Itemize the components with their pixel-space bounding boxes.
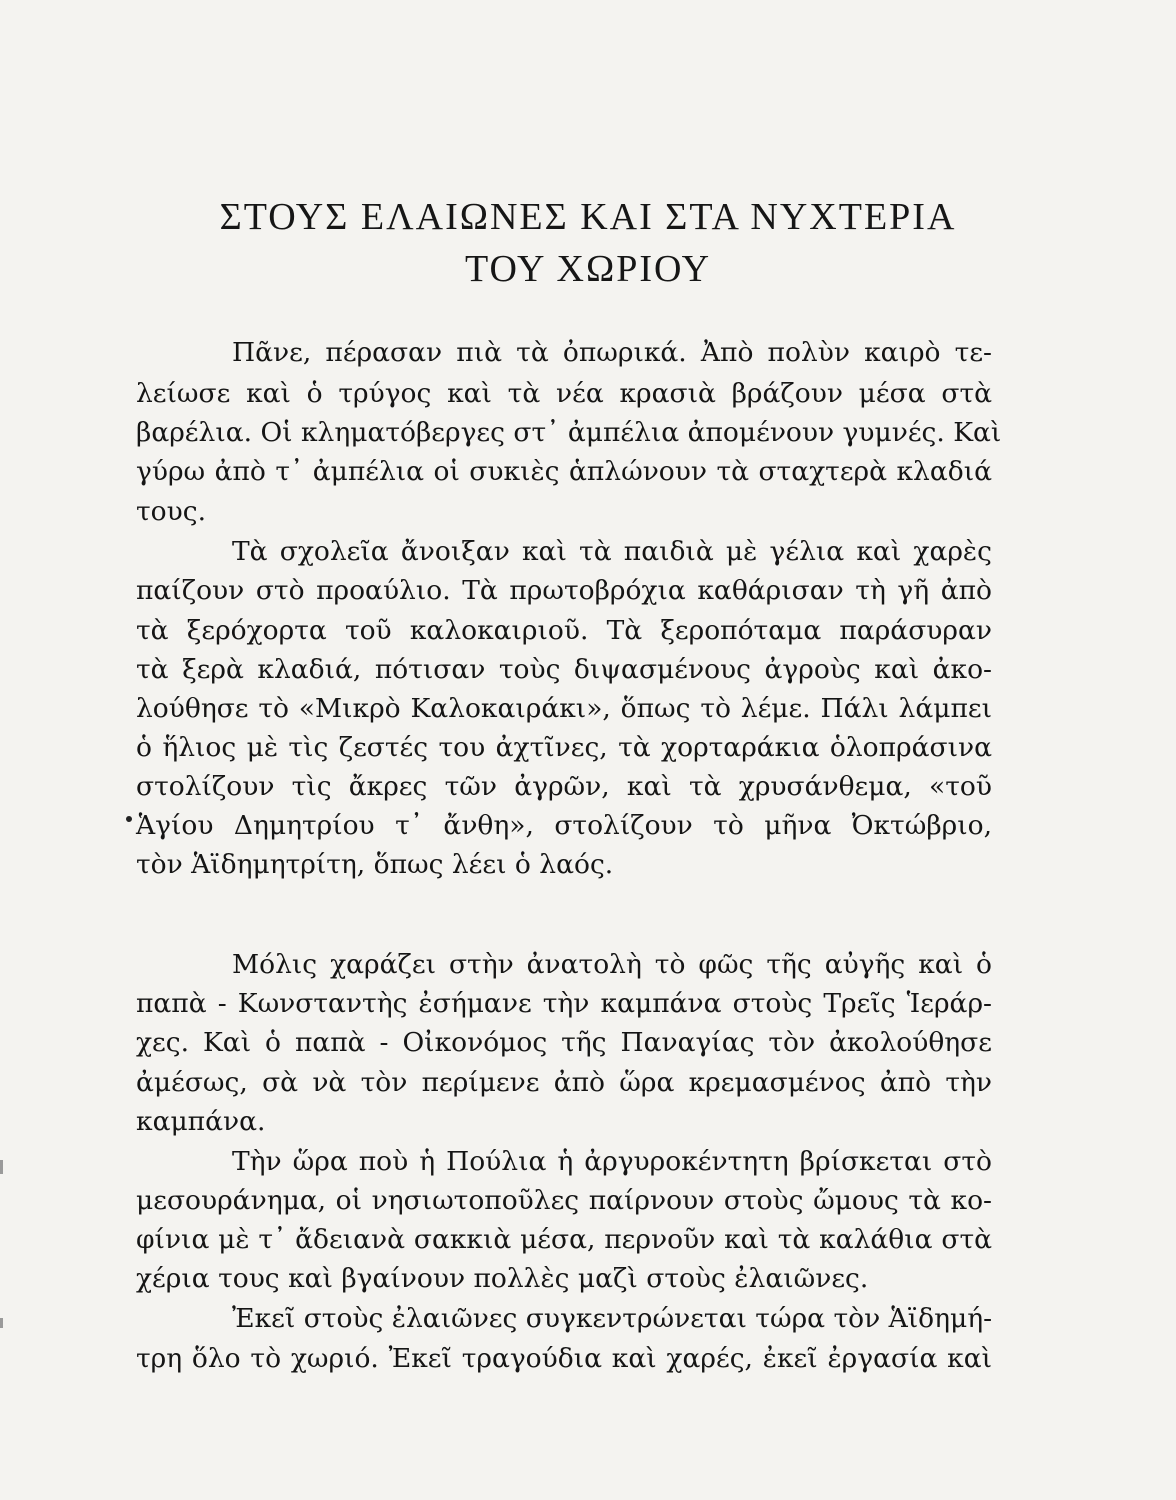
text-line: χέρια τους καὶ βγαίνουν πολλὲς μαζὶ στοὺς ἐλαιῶνες. (136, 1263, 869, 1294)
text-line: τὰ ξερὰ κλαδιά, πότισαν τοὺς διψασμένους ἀγροὺς καὶ ἀκο- (136, 654, 992, 685)
text-line: Τὰ σχολεῖα ἄνοιξαν καὶ τὰ παιδιὰ μὲ γέλια καὶ χαρὲς (232, 536, 992, 567)
text-line: μεσουράνημα, οἱ νησιωτοποῦλες παίρνουν στοὺς ὤμους τὰ κο- (136, 1185, 992, 1216)
text-line: βαρέλια. Οἱ κληματόβεργες στ᾽ ἀμπέλια ἀπομένουν γυμνές. Καὶ (136, 417, 1002, 448)
text-line: τρη ὅλο τὸ χωριό. Ἐκεῖ τραγούδια καὶ χαρές, ἐκεῖ ἐργασία καὶ (136, 1343, 992, 1374)
scan-edge-mark (0, 1318, 3, 1328)
text-line: ἀμέσως, σὰ νὰ τὸν περίμενε ἀπὸ ὥρα κρεμασμένος ἀπὸ τὴν (136, 1067, 992, 1098)
text-line: καμπάνα. (136, 1106, 266, 1137)
text-line: Μόλις χαράζει στὴν ἀνατολὴ τὸ φῶς τῆς αὐγῆς καὶ ὁ (232, 949, 992, 980)
text-line: χες. Καὶ ὁ παπὰ - Οἰκονόμος τῆς Παναγίας τὸν ἀκολούθησε (136, 1027, 992, 1058)
text-line: Τὴν ὥρα ποὺ ἡ Πούλια ἡ ἀργυροκέντητη βρίσκεται στὸ (232, 1146, 992, 1177)
text-line: παίζουν στὸ προαύλιο. Τὰ πρωτοβρόχια καθάρισαν τὴ γῆ ἀπὸ (136, 575, 992, 606)
text-line: Ἁγίου Δημητρίου τ᾽ ἄνθη», στολίζουν τὸ μῆνα Ὀκτώβριο, (136, 810, 992, 841)
text-line: Πᾶνε, πέρασαν πιὰ τὰ ὀπωρικά. Ἀπὸ πολὺν καιρὸ τε- (232, 337, 992, 368)
text-line: ὁ ἥλιος μὲ τὶς ζεστές του ἀχτῖνες, τὰ χορταράκια ὁλοπράσινα (136, 732, 992, 763)
margin-dot (126, 816, 132, 822)
text-line: γύρω ἀπὸ τ᾽ ἀμπέλια οἱ συκιὲς ἁπλώνουν τὰ σταχτερὰ κλαδιά (136, 456, 992, 487)
chapter-title-line-2: ΤΟΥ ΧΩΡΙΟΥ (464, 248, 712, 290)
text-line: στολίζουν τὶς ἄκρες τῶν ἀγρῶν, καὶ τὰ χρυσάνθεμα, «τοῦ (136, 771, 992, 802)
text-line: τους. (136, 496, 206, 527)
text-line: λείωσε καὶ ὁ τρύγος καὶ τὰ νέα κρασιὰ βράζουν μέσα στὰ (136, 378, 992, 409)
text-line: λούθησε τὸ «Μικρὸ Καλοκαιράκι», ὅπως τὸ λέμε. Πάλι λάμπει (136, 693, 992, 724)
text-line: φίνια μὲ τ᾽ ἄδειανὰ σακκιὰ μέσα, περνοῦν καὶ τὰ καλάθια στὰ (136, 1224, 992, 1255)
text-line: Ἐκεῖ στοὺς ἐλαιῶνες συγκεντρώνεται τώρα τὸν Ἁϊδημή- (232, 1303, 993, 1334)
chapter-title-line-1: ΣΤΟΥΣ ΕΛΑΙΩΝΕΣ ΚΑΙ ΣΤΑ ΝΥΧΤΕΡΙΑ (219, 196, 957, 238)
text-line: παπὰ - Κωνσταντὴς ἐσήμανε τὴν καμπάνα στοὺς Τρεῖς Ἱεράρ- (136, 988, 992, 1019)
text-line: τὸν Ἁϊδημητρίτη, ὅπως λέει ὁ λαός. (136, 849, 614, 880)
text-line: τὰ ξερόχορτα τοῦ καλοκαιριοῦ. Τὰ ξεροπόταμα παράσυραν (136, 615, 992, 646)
scan-edge-mark (0, 1160, 3, 1174)
